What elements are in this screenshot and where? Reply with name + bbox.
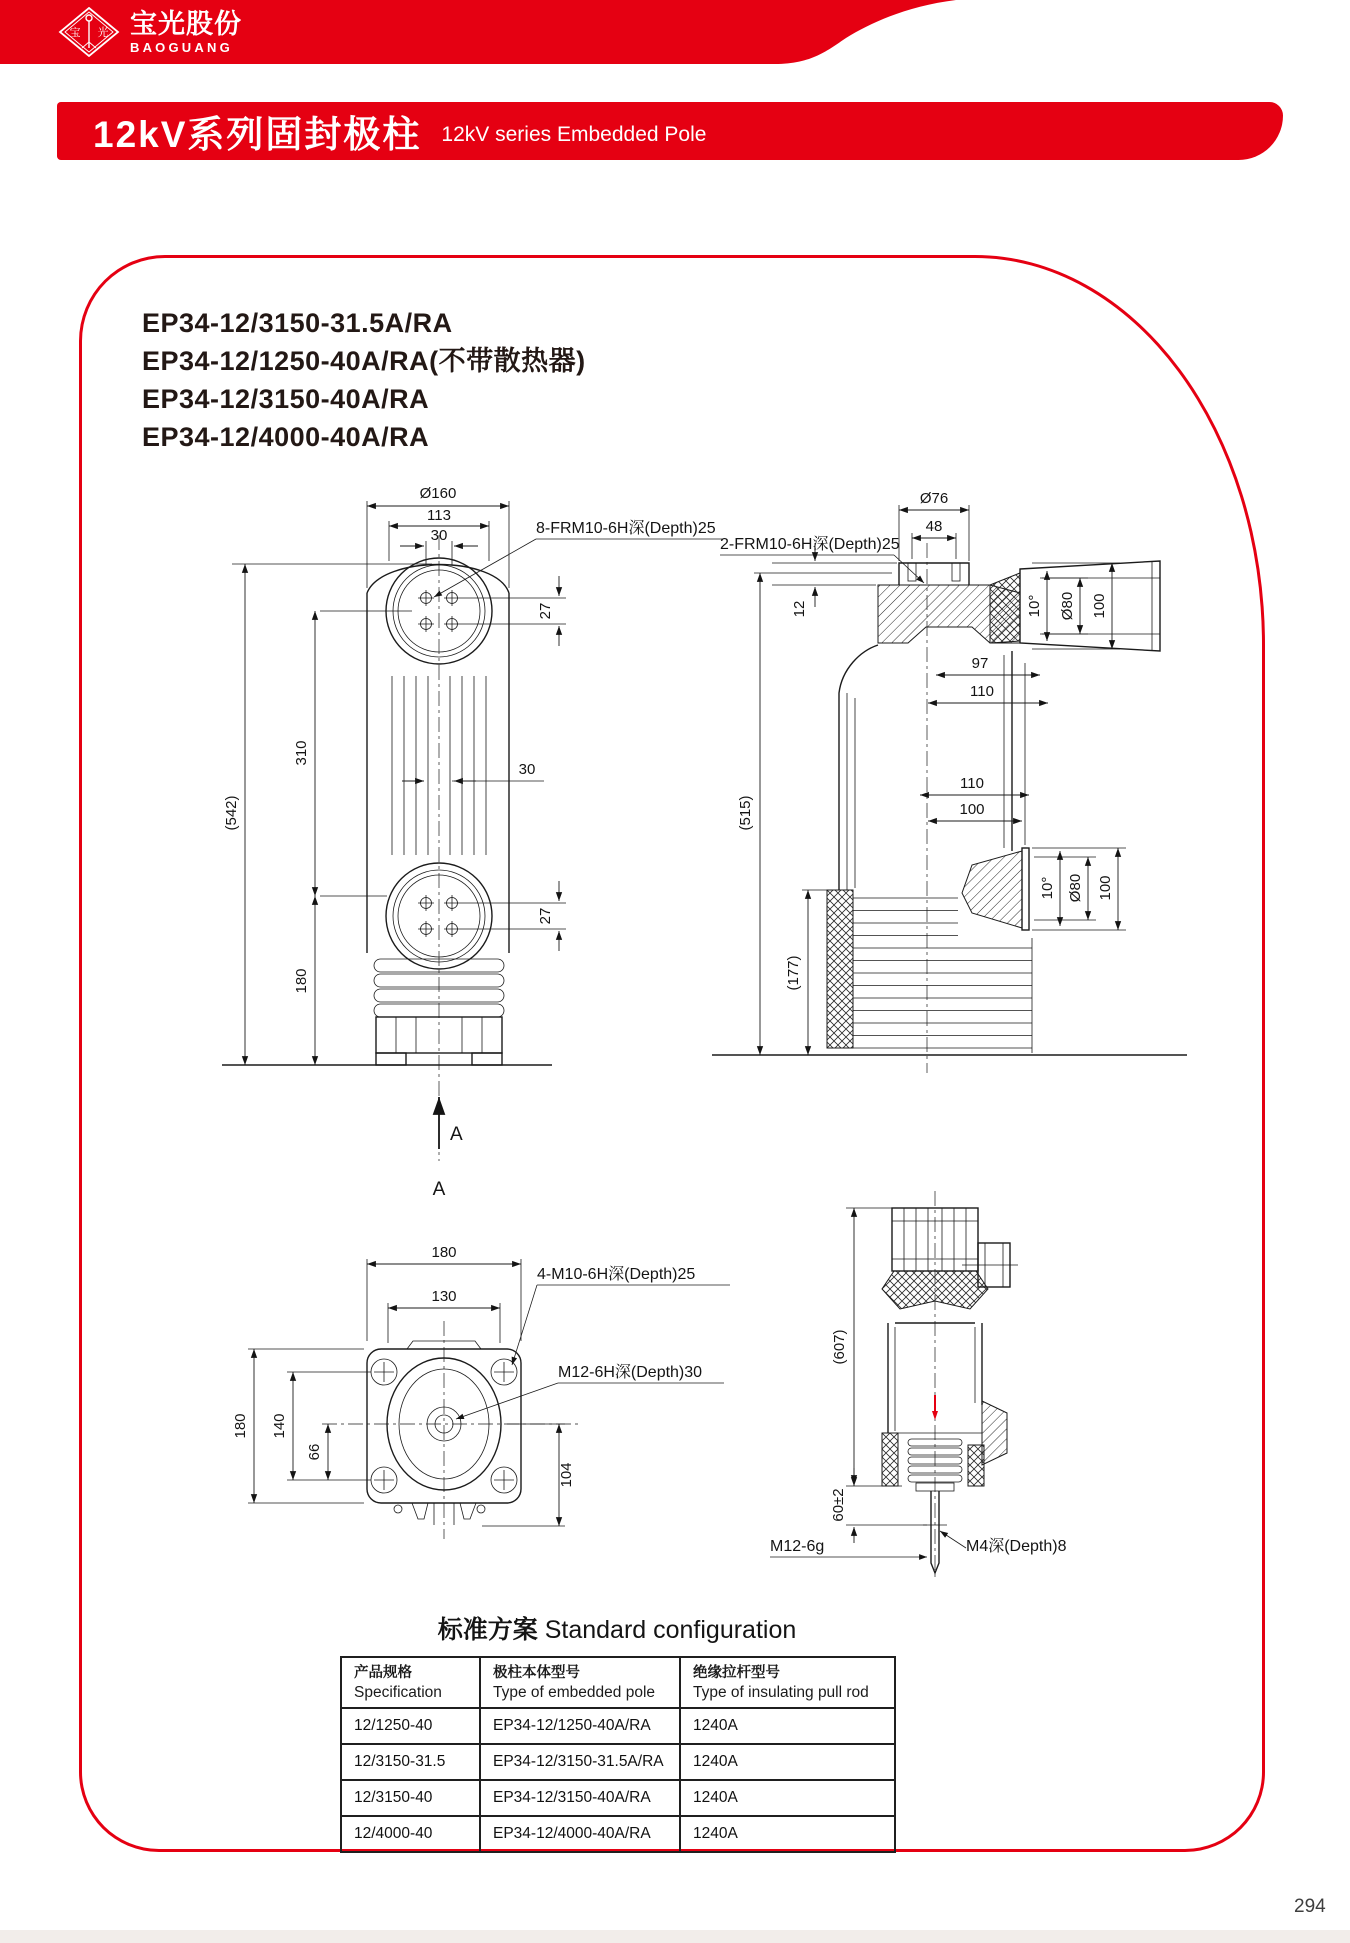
content-box <box>79 255 1265 1852</box>
dim-label: (607) <box>831 1329 848 1365</box>
table-row <box>341 1744 895 1780</box>
dim-label: 140 <box>271 1413 288 1439</box>
table-row <box>341 1708 895 1744</box>
dim-label: 113 <box>427 507 451 524</box>
product-model: EP34-12/3150-31.5A/RA <box>142 308 453 338</box>
technical-drawings <box>82 393 1268 1608</box>
table-cell: 1240A <box>680 1744 895 1780</box>
dim-label: 110 <box>970 683 994 700</box>
table-cell: 12/4000-40 <box>341 1816 480 1852</box>
section-view-drawing <box>770 1191 1067 1581</box>
dim-label: Ø80 <box>1067 873 1084 903</box>
table-row <box>341 1780 895 1816</box>
page-title-en: 12kV series Embedded Pole <box>441 123 707 146</box>
dim-label: 27 <box>537 602 554 620</box>
dim-label: 180 <box>431 1244 457 1261</box>
table-cell: EP34-12/4000-40A/RA <box>480 1816 680 1852</box>
thread-callout: 8-FRM10-6H深(Depth)25 <box>536 520 716 537</box>
config-table-title-en: Standard configuration <box>544 1616 797 1644</box>
table-row <box>341 1816 895 1852</box>
column-header-zh: 产品规格 <box>354 1664 412 1681</box>
table-cell: 1240A <box>680 1708 895 1744</box>
product-model: EP34-12/4000-40A/RA <box>142 422 430 452</box>
column-header-en: Specification <box>354 1683 442 1701</box>
dim-label: Ø160 <box>419 485 457 502</box>
dim-label: 27 <box>537 907 554 925</box>
table-cell: EP34-12/3150-31.5A/RA <box>480 1744 680 1780</box>
dim-label: 100 <box>1091 593 1108 619</box>
thread-callout: 2-FRM10-6H深(Depth)25 <box>720 536 900 553</box>
product-model: EP34-12/1250-40A/RA(不带散热器) <box>142 346 586 376</box>
dim-label: 104 <box>558 1462 575 1488</box>
column-header <box>680 1657 895 1708</box>
logo-char-left: 宝 <box>69 27 81 39</box>
product-model: EP34-12/3150-40A/RA <box>142 384 430 414</box>
thread-callout: M12-6H深(Depth)30 <box>558 1364 703 1381</box>
dim-label: 48 <box>925 518 943 535</box>
bottom-strip <box>0 1930 1350 1943</box>
column-header-en: Type of insulating pull rod <box>693 1683 869 1701</box>
table-cell: 12/1250-40 <box>341 1708 480 1744</box>
dim-label: (542) <box>223 795 240 831</box>
brand-block <box>58 7 242 57</box>
logo-char-right: 光 <box>97 27 109 39</box>
top-view-drawing <box>232 1244 730 1539</box>
table-header-row <box>341 1657 895 1708</box>
thread-callout: 4-M10-6H深(Depth)25 <box>537 1266 696 1283</box>
dim-label: 12 <box>791 600 808 618</box>
standard-configuration-table <box>340 1656 896 1853</box>
section-title-bar <box>57 102 1283 160</box>
dim-label: 130 <box>431 1288 457 1305</box>
dim-label: 30 <box>430 527 448 544</box>
config-table-title-zh: 标准方案 <box>437 1616 538 1644</box>
table-cell: 12/3150-31.5 <box>341 1744 480 1780</box>
column-header <box>341 1657 480 1708</box>
dim-label: Ø76 <box>919 490 949 507</box>
table-cell: 12/3150-40 <box>341 1780 480 1816</box>
column-header-zh: 极柱本体型号 <box>493 1664 580 1681</box>
page-title-zh: 12kV系列固封极柱 <box>93 114 422 155</box>
brand-name-en: BAOGUANG <box>130 39 233 55</box>
dim-label: 110 <box>960 775 984 792</box>
dim-label: 10° <box>1039 876 1056 900</box>
dim-label: 100 <box>959 801 985 818</box>
dim-label: 310 <box>293 740 310 766</box>
dim-label: 180 <box>293 968 310 994</box>
config-table-title <box>340 1610 894 1646</box>
dim-label: 180 <box>232 1413 249 1439</box>
table-cell: EP34-12/1250-40A/RA <box>480 1708 680 1744</box>
dim-label: 66 <box>306 1443 323 1461</box>
side-section-drawing <box>712 490 1187 1073</box>
dim-label: Ø80 <box>1059 591 1076 621</box>
thread-callout: M12-6g <box>770 1538 825 1555</box>
dim-label: 97 <box>971 655 989 672</box>
dim-label: 30 <box>518 761 536 778</box>
dim-label: 100 <box>1097 875 1114 901</box>
dim-label: (515) <box>737 795 754 831</box>
table-cell: EP34-12/3150-40A/RA <box>480 1780 680 1816</box>
dim-label: 60±2 <box>830 1488 847 1522</box>
table-cell: 1240A <box>680 1816 895 1852</box>
dim-label: 10° <box>1026 594 1043 618</box>
table-cell: 1240A <box>680 1780 895 1816</box>
column-header-en: Type of embedded pole <box>493 1683 656 1701</box>
section-arrow-label: A <box>450 1124 463 1145</box>
view-label: A <box>432 1179 446 1200</box>
column-header-zh: 绝缘拉杆型号 <box>693 1664 780 1681</box>
page-number: 294 <box>1294 1896 1326 1917</box>
dim-label: (177) <box>785 955 802 991</box>
thread-callout: M4深(Depth)8 <box>966 1538 1067 1555</box>
front-view-drawing <box>222 485 722 1200</box>
baoguang-logo-icon <box>58 7 120 57</box>
brand-name-zh: 宝光股份 <box>130 8 242 39</box>
column-header <box>480 1657 680 1708</box>
